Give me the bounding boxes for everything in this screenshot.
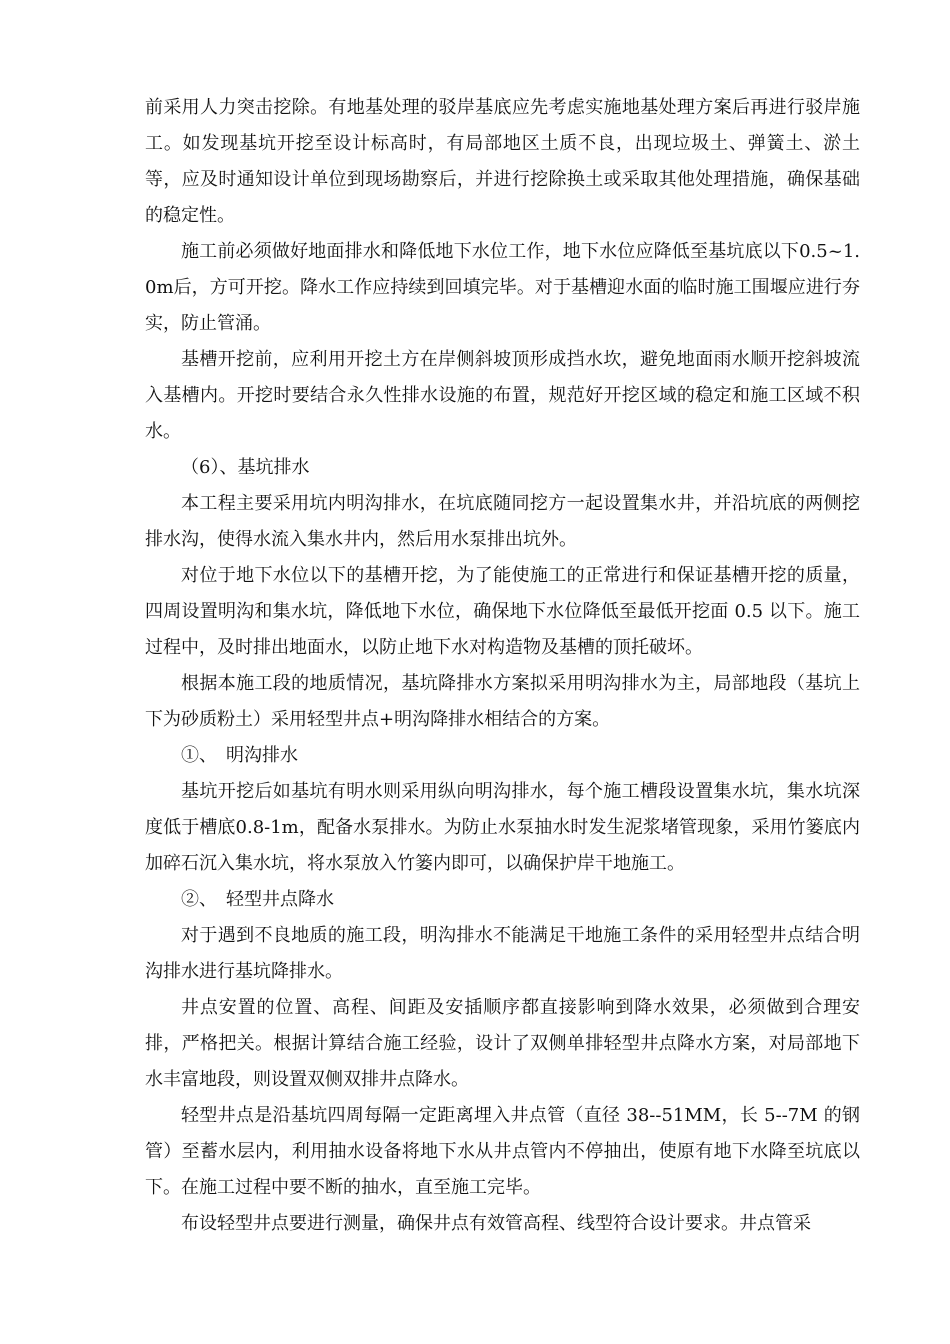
- paragraph-4: 本工程主要采用坑内明沟排水，在坑底随同挖方一起设置集水井，并沿坑底的两侧挖排水沟，使得水流入集水井内，然后用水泵排出坑外。: [145, 493, 860, 550]
- paragraph-8: 对于遇到不良地质的施工段，明沟排水不能满足干地施工条件的采用轻型井点结合明沟排水进行基坑降排水。: [145, 925, 860, 982]
- subheading-open-ditch-drainage: ①、 明沟排水: [181, 745, 298, 766]
- paragraph-1: 前采用人力突击挖除。有地基处理的驳岸基底应先考虑实施地基处理方案后再进行驳岸施工。如发现基坑开挖至设计标高时，有局部地区土质不良，出现垃圾土、弹簧土、淤土等，应及时通知设计单位到现场勘察后，并进行挖除换土或采取其他处理措施，确保基础的稳定性。: [145, 97, 860, 226]
- document-body: [145, 90, 860, 1242]
- paragraph-6: 根据本施工段的地质情况，基坑降排水方案拟采用明沟排水为主，局部地段（基坑上下为砂质粉土）采用轻型井点+明沟降排水相结合的方案。: [145, 673, 860, 730]
- paragraph-5: 对位于地下水位以下的基槽开挖，为了能使施工的正常进行和保证基槽开挖的质量，四周设置明沟和集水坑，降低地下水位，确保地下水位降低至最低开挖面 0.5 以下。施工过程中，及时排出地面水，以防止地下水对构造物及基槽的顶托破坏。: [145, 565, 860, 658]
- paragraph-7: 基坑开挖后如基坑有明水则采用纵向明沟排水，每个施工槽段设置集水坑，集水坑深度低于槽底0.8-1m，配备水泵排水。为防止水泵抽水时发生泥浆堵管现象，采用竹篓底内加碎石沉入集水坑，将水泵放入竹篓内即可，以确保护岸干地施工。: [145, 781, 860, 874]
- section-heading-foundation-drainage: （6）、基坑排水: [181, 457, 310, 478]
- paragraph-10: 轻型井点是沿基坑四周每隔一定距离埋入井点管（直径 38--51MM，长 5--7M 的钢管）至蓄水层内，利用抽水设备将地下水从井点管内不停抽出，使原有地下水降至坑底以下。在施工过程中要不断的抽水，直至施工完毕。: [145, 1105, 860, 1198]
- paragraph-2: 施工前必须做好地面排水和降低地下水位工作，地下水位应降低至基坑底以下0.5~1.0m后，方可开挖。降水工作应持续到回填完毕。对于基槽迎水面的临时施工围堰应进行夯实，防止管涌。: [145, 241, 860, 334]
- subheading-light-well-point-dewatering: ②、 轻型井点降水: [181, 889, 334, 910]
- paragraph-9: 井点安置的位置、高程、间距及安插顺序都直接影响到降水效果，必须做到合理安排，严格把关。根据计算结合施工经验，设计了双侧单排轻型井点降水方案，对局部地下水丰富地段，则设置双侧双排井点降水。: [145, 997, 860, 1090]
- paragraph-3: 基槽开挖前，应利用开挖土方在岸侧斜坡顶形成挡水坎，避免地面雨水顺开挖斜坡流入基槽内。开挖时要结合永久性排水设施的布置，规范好开挖区域的稳定和施工区域不积水。: [145, 349, 860, 442]
- paragraph-11: 布设轻型井点要进行测量，确保井点有效管高程、线型符合设计要求。井点管采: [181, 1213, 811, 1234]
